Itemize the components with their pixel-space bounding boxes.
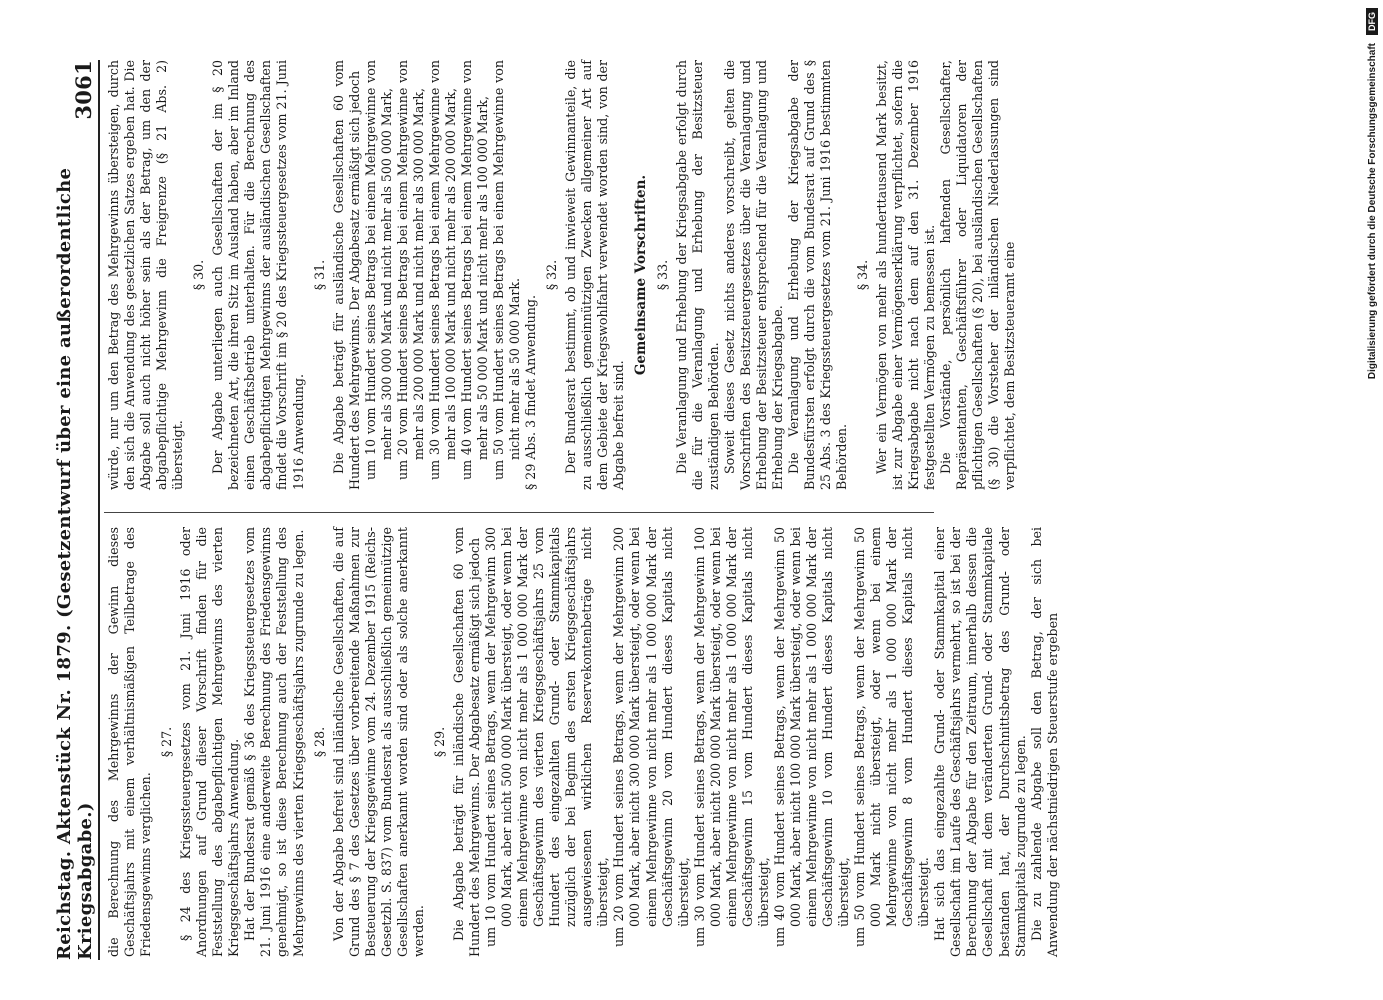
list-item: um 10 vom Hundert seines Betrags bei einem Mehrgewinne von mehr als 300 000 Mark und nicht mehr als 500 000 Mark, — [362, 60, 394, 480]
paragraph: die Berechnung des Mehrgewinns der Gewinn dieses Geschäftsjahrs mit einem verhältnismäßigen Teilbetrage des Friedensgewinns verglichen. — [106, 527, 154, 957]
section-number: § 32. — [544, 259, 560, 291]
page-header — [54, 60, 96, 960]
paragraph: Wer ein Vermögen von mehr als hunderttausend Mark besitzt, ist zur Abgabe einer Vermögenserklärung verpflichtet, sofern die Kriegsabgabe nicht nach dem auf den 31. Dezember 1916 festgestellten Vermögen zu bemessen ist. — [874, 60, 938, 490]
section-number: § 33. — [654, 259, 670, 291]
paragraph: Hat sich das eingezahlte Grund- oder Stammkapital einer Gesellschaft im Laufe des Geschäftsjahrs vermehrt, so ist bei der Berechnung der Abgabe für den Zeitraum, innerhalb dessen die Gesellschaft mit dem veränderten Grund- oder Stammkapitale bestanden hat, der Durchschnittsbetrag des Grund- oder Stammkapitals zugrunde zu legen. — [932, 527, 1028, 957]
header-rule — [98, 60, 100, 960]
paragraph: § 24 des Kriegssteuergesetzes vom 21. Juni 1916 oder Anordnungen auf Grund dieser Vorschrift finden für die Feststellung des abgabepflichtigen Mehrgewinns des vierten Kriegsgeschäftsjahrs Anwendung. — [178, 527, 242, 957]
section-number: § 31. — [311, 259, 327, 291]
list-item: um 20 vom Hundert seines Betrags bei einem Mehrgewinne von mehr als 200 000 Mark und nicht mehr als 300 000 Mark, — [394, 60, 426, 480]
paragraph: Der Abgabe unterliegen auch Gesellschaften der im § 20 bezeichneten Art, die ihren Sitz im Ausland haben, aber im Inland einen Geschäftsbetrieb unterhalten. Für die Berechnung des abgabepflichtigen Mehrgewinns der ausländischen Gesellschaften findet die Vorschrift im § 20 des Kriegssteuergesetzes vom 21. Juni 1916 Anwendung. — [210, 60, 306, 490]
paragraph: Die Veranlagung und Erhebung der Kriegsabgabe erfolgt durch die für die Veranlagung und Erhebung der Besitzsteuer zuständigen Behörden. — [673, 60, 721, 490]
paragraph: Die Abgabe beträgt für inländische Gesellschaften 60 vom Hundert des Mehrgewinns. Der Abgabesatz ermäßigt sich jedoch — [450, 527, 482, 957]
section-number: § 30. — [191, 259, 207, 291]
paragraph: würde, nur um den Betrag des Mehrgewinns übersteigen, durch den sich die Anwendung des gesetzlichen Satzes ergeben hat. Die Abgabe soll auch nicht höher sein als der Betrag, um den der abgabepflichtige Mehrgewinn die Freigrenze (§ 21 Abs. 2) übersteigt. — [106, 60, 186, 490]
left-column — [106, 527, 1061, 957]
paragraph: § 29 Abs. 3 findet Anwendung. — [523, 295, 539, 490]
right-column — [106, 60, 1019, 490]
page-title: Reichstag. Aktenstück Nr. 1879. (Gesetzentwurf über eine außerordentliche Kriegsabgabe.) — [54, 167, 96, 960]
list-item: um 40 vom Hundert seines Betrags, wenn der Mehrgewinn 50 000 Mark, aber nicht 100 000 Mark übersteigt, oder wenn bei einem Mehrgewinne von nicht mehr als 1 000 000 Mark der Geschäftsgewinn 10 vom Hundert dieses Kapitals nicht übersteigt, — [771, 527, 852, 947]
paragraph: Die Veranlagung und Erhebung der Kriegsabgabe der Bundesfürsten erfolgt durch die vom Bundesrat auf Grund des § 25 Abs. 3 des Kriegssteuergesetzes vom 21. Juni 1916 bestimmten Behörden. — [785, 60, 850, 490]
list-item: um 10 vom Hundert seines Betrags, wenn der Mehrgewinn 300 000 Mark, aber nicht 500 000 Mark übersteigt, oder wenn bei einem Mehrgewinne von nicht mehr als 1 000 000 Mark der Geschäftsgewinn des vierten Kriegsgeschäftsjahrs 25 vom Hundert des eingezahlten Grund- oder Stammkapitals zuzüglich der bei Beginn des ersten Kriegsgeschäftsjahrs ausgewiesenen wirklichen Reservekontenbeträge nicht übersteigt, — [483, 527, 611, 947]
list-item: um 50 vom Hundert seines Betrags, wenn der Mehrgewinn 50 000 Mark nicht übersteigt, oder wenn bei einem Mehrgewinne von nicht mehr als 1 000 000 Mark der Geschäftsgewinn 8 vom Hundert dieses Kapitals nicht übersteigt. — [852, 527, 932, 947]
dfg-logo: DFG — [1366, 8, 1378, 35]
section-number: § 34. — [855, 259, 871, 291]
paragraph: Die Abgabe beträgt für ausländische Gesellschaften 60 vom Hundert des Mehrgewinns. Der Abgabesatz ermäßigt sich jedoch — [330, 60, 362, 490]
paragraph: Von der Abgabe befreit sind inländische Gesellschaften, die auf Grund des § 7 des Gesetzes über vorbereitende Maßnahmen zur Besteuerung der Kriegsgewinne vom 24. Dezember 1915 (Reichs-Gesetzbl. S. 837) vom Bundesrat als ausschließlich gemeinnützige Gesellschaften anerkannt worden sind oder als solche anerkannt werden. — [330, 527, 426, 957]
list-item: um 20 vom Hundert seines Betrags, wenn der Mehrgewinn 200 000 Mark, aber nicht 300 000 Mark übersteigt, oder wenn bei einem Mehrgewinne von nicht mehr als 1 000 000 Mark der Geschäftsgewinn 20 vom Hundert dieses Kapitals nicht übersteigt, — [611, 527, 691, 947]
list-item: um 50 vom Hundert seines Betrags bei einem Mehrgewinne von nicht mehr als 50 000 Mark. — [491, 60, 523, 480]
paragraph: Die zu zahlende Abgabe soll den Betrag, der sich bei Anwendung der nächstniedrigen Steuerstufe ergeben — [1028, 527, 1060, 957]
section-heading: Gemeinsame Vorschriften. — [633, 174, 650, 376]
list-item: um 30 vom Hundert seines Betrags, wenn der Mehrgewinn 100 000 Mark, aber nicht 200 000 Mark übersteigt, oder wenn bei einem Mehrgewinne von nicht mehr als 1 000 000 Mark der Geschäftsgewinn 15 vom Hundert dieses Kapitals nicht übersteigt, — [691, 527, 771, 947]
page-number: 3061 — [71, 60, 96, 120]
paragraph: Die Vorstände, persönlich haftenden Gesellschafter, Repräsentanten, Geschäftsführer oder Liquidatoren der pflichtigen Gesellschaften (§ 20), bei ausländischen Gesellschaften (§ 30) die Vorsteher der inländischen Niederlassungen sind verpflichtet, dem Besitzsteueramt eine — [938, 60, 1018, 490]
section-number: § 27. — [159, 726, 175, 758]
section-number: § 29. — [431, 726, 447, 758]
column-divider — [104, 512, 934, 513]
list-item: um 30 vom Hundert seines Betrags bei einem Mehrgewinne von mehr als 100 000 Mark und nicht mehr als 200 000 Mark, — [426, 60, 458, 480]
sidebar — [1366, 8, 1380, 992]
paragraph: Soweit dieses Gesetz nichts anderes vorschreibt, gelten die Vorschriften des Besitzsteuergesetzes über die Veranlagung und Erhebung der Besitzsteuer entsprechend für die Veranlagung und Erhebung der Kriegsabgabe. — [721, 60, 785, 490]
paragraph: Der Bundesrat bestimmt, ob und inwieweit Gewinnanteile, die zu ausschließlich gemeinnützigen Zwecken allgemeiner Art auf dem Gebiete der Kriegswohlfahrt verwendet worden sind, von der Abgabe befreit sind. — [563, 60, 627, 490]
section-number: § 28. — [311, 726, 327, 758]
paragraph: Hat der Bundesrat gemäß § 36 des Kriegssteuergesetzes vom 21. Juni 1916 eine anderweite Berechnung des Friedensgewinns genehmigt, so ist diese Berechnung auch der Feststellung des Mehrgewinns des vierten Kriegsgeschäftsjahrs zugrunde zu legen. — [242, 527, 306, 957]
list-item: um 40 vom Hundert seines Betrags bei einem Mehrgewinne von mehr als 50 000 Mark und nicht mehr als 100 000 Mark, — [458, 60, 491, 480]
digitization-credit: Digitalisierung gefördert durch die Deutsche Forschungsgemeinschaft — [1366, 43, 1378, 380]
